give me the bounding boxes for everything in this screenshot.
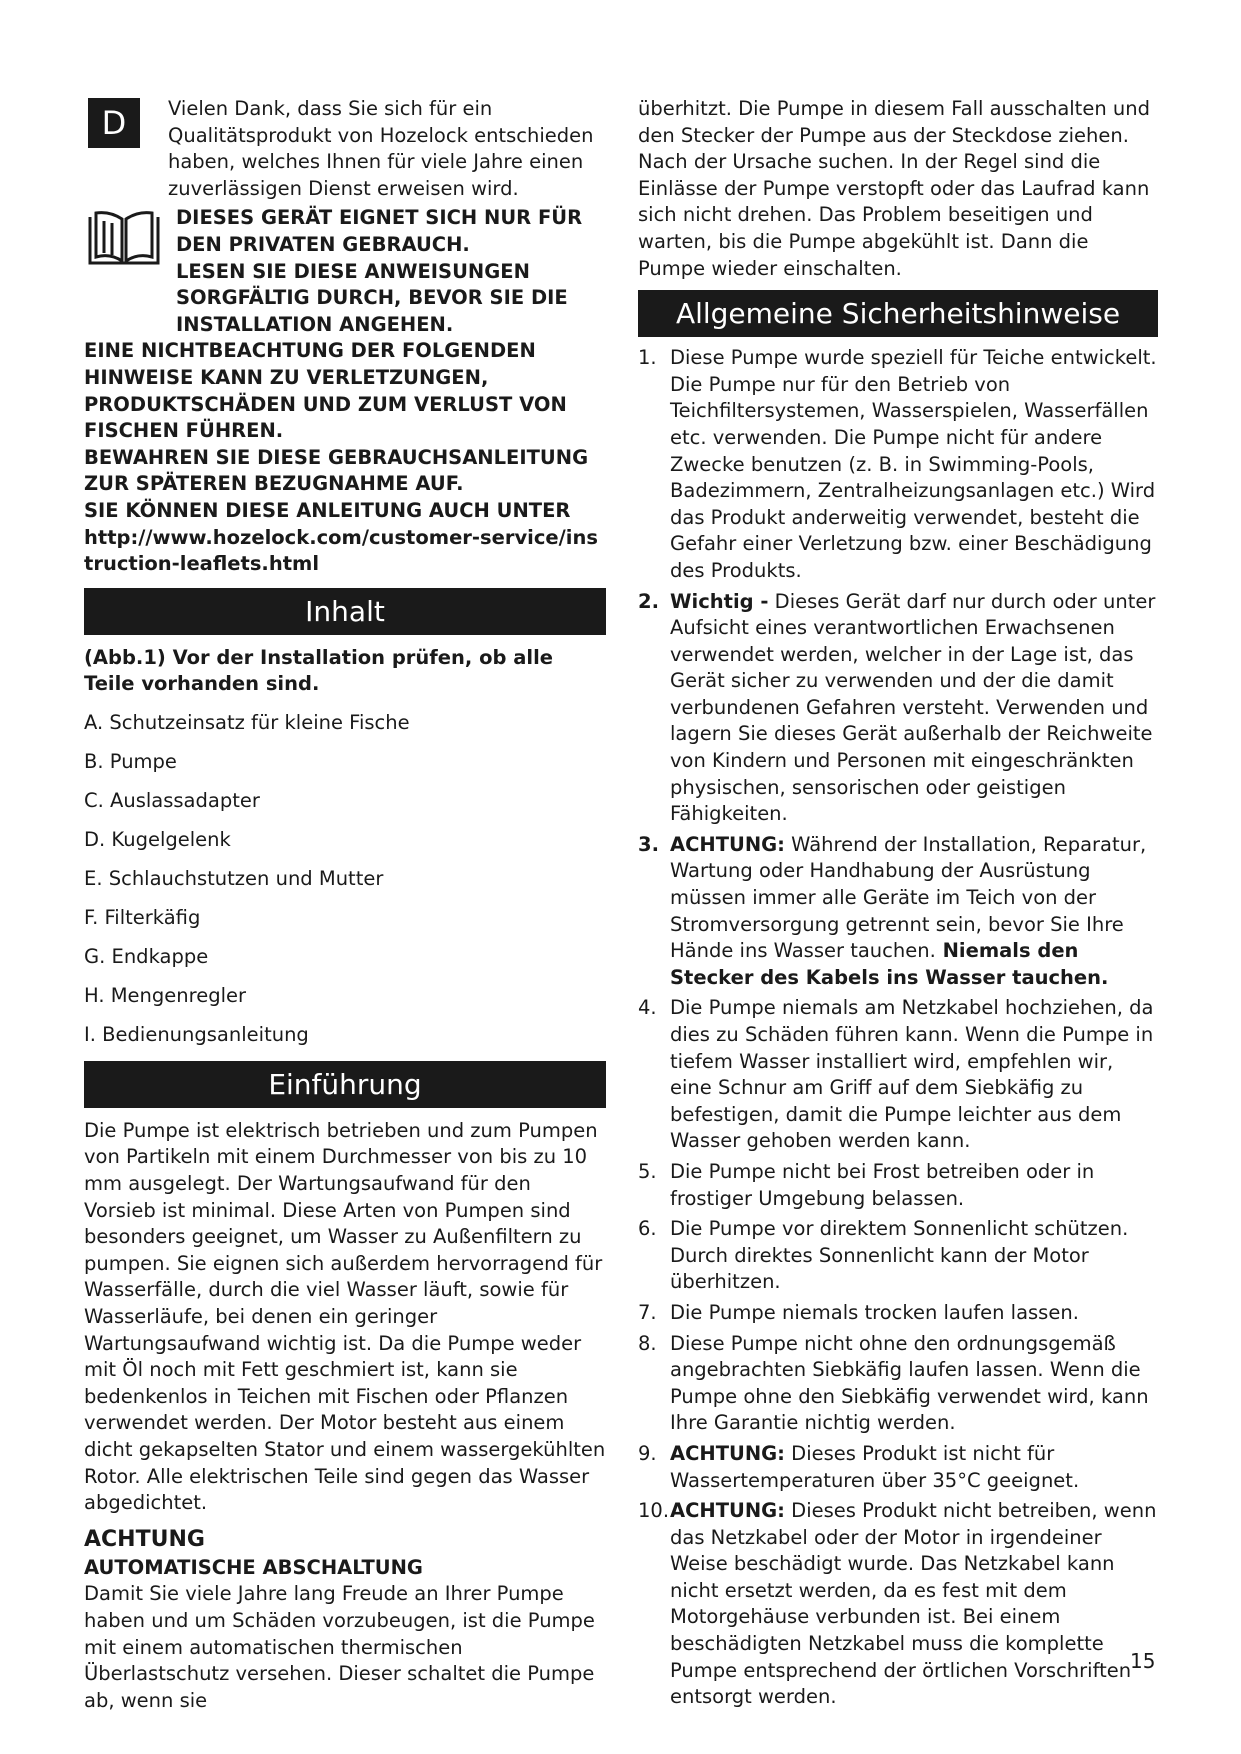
list-item: G. Endkappe (84, 944, 209, 968)
notice-warning: EINE NICHTBEACHTUNG DER FOLGENDEN HINWEISE KANN ZU VERLETZUNGEN, PRODUKTSCHÄDEN UND ZUM VERLUST VON FISCHEN FÜHREN. (84, 339, 567, 443)
manual-book-icon (84, 209, 164, 269)
list-item: 1. Diese Pumpe wurde speziell für Teiche entwickelt. Die Pumpe nur für den Betrieb von Teichfiltersystemen, Wasserspielen, Wasserfällen etc. verwenden. Die Pumpe nicht für andere Zwecke benutzen (z. B. in Swimming-Pools, Badezimmern, Zentralheizungsanlagen etc.) Wird das Produkt anderweitig verwendet, besteht die Gefahr einer Verletzung bzw. einer Beschädigung des Produkts. (638, 346, 1157, 582)
list-item: 9. ACHTUNG: Dieses Produkt ist nicht für Wassertemperaturen über 35°C geeignet. (638, 1441, 1080, 1492)
list-item: A. Schutzeinsatz für kleine Fische (84, 710, 410, 734)
parts-list (84, 710, 606, 1061)
intro-block (84, 96, 606, 202)
list-item: 4. Die Pumpe niemals am Netzkabel hochziehen, da dies zu Schäden führen kann. Wenn die Pumpe in tiefem Wasser installiert wird, empfehlen wir, eine Schnur am Griff auf dem Siebkäfig zu befestigen, damit die Pumpe leichter aus dem Wasser gehoben werden kann. (638, 996, 1154, 1153)
section-header-sicherheit: Allgemeine Sicherheitshinweise (638, 290, 1158, 337)
list-item: 5. Die Pumpe nicht bei Frost betreiben oder in frostiger Umgebung belassen. (638, 1159, 1095, 1210)
section-header-inhalt: Inhalt (84, 588, 606, 635)
list-item: D. Kugelgelenk (84, 827, 231, 851)
list-item: 3. ACHTUNG: Während der Installation, Reparatur, Wartung oder Handhabung der Ausrüstung müssen immer alle Geräte im Teich von der Stromversorgung getrennt sein, bevor Sie Ihre Hände ins Wasser tauchen. Niemals den Stecker des Kabels ins Wasser tauchen. (638, 832, 1147, 989)
list-item: E. Schlauchstutzen und Mutter (84, 866, 384, 890)
notice-private-use: DIESES GERÄT EIGNET SICH NUR FÜR DEN PRIVATEN GEBRAUCH. (176, 206, 583, 256)
einfuehrung-body: Die Pumpe ist elektrisch betrieben und zum Pumpen von Partikeln mit einem Durchmesser von bis zu 10 mm ausgelegt. Der Wartungsaufwand für den Vorsieb ist minimal. Diese Arten von Pumpen sind besonders geeignet, um Wasser zu Außenfiltern zu pumpen. Sie eignen sich außerdem hervorragend für Wasserfälle, durch die viel Wasser läuft, sowie für Wasserläufe, bei denen ein geringer Wartungsaufwand wichtig ist. Da die Pumpe weder mit Öl noch mit Fett geschmiert ist, kann sie bedenkenlos in Teichen mit Fischen oder Pflanzen verwendet werden. Der Motor besteht aus einem dicht gekapselten Stator und einem wassergekühlten Rotor. Alle elektrischen Teile sind gegen das Wasser abgedichtet. (84, 1118, 606, 1515)
notice-keep-manual: BEWAHREN SIE DIESE GEBRAUCHSANLEITUNG ZUR SPÄTEREN BEZUGNAHME AUF. (84, 445, 589, 496)
achtung-body: Damit Sie viele Jahre lang Freude an Ihrer Pumpe haben und um Schäden vorzubeugen, ist die Pumpe mit einem automatischen thermischen Überlastschutz versehen. Dieser schaltet die Pumpe ab, wenn sie (84, 1582, 595, 1712)
achtung-heading: ACHTUNG (84, 1526, 205, 1552)
list-item: B. Pumpe (84, 749, 177, 773)
list-item: C. Auslassadapter (84, 788, 260, 812)
achtung-subheading: AUTOMATISCHE ABSCHALTUNG (84, 1555, 423, 1579)
page-number: 15 (1130, 1649, 1156, 1673)
right-column (638, 96, 1158, 1715)
list-item: 8. Diese Pumpe nicht ohne den ordnungsgemäß angebrachten Siebkäfig laufen lassen. Wenn die Pumpe ohne den Siebkäfig verwendet wird, kann Ihre Garantie nichtig werden. (638, 1331, 1149, 1435)
list-item: I. Bedienungsanleitung (84, 1022, 309, 1046)
list-item: F. Filterkäfig (84, 905, 201, 929)
instruction-url: http://www.hozelock.com/customer-service/instruction-leaflets.html (84, 525, 598, 576)
safety-list (638, 345, 1158, 1711)
left-column (84, 96, 606, 1714)
list-item: 7. Die Pumpe niemals trocken laufen lassen. (638, 1300, 1079, 1324)
section-header-einfuehrung: Einführung (84, 1061, 606, 1108)
inhalt-lead: (Abb.1) Vor der Installation prüfen, ob alle Teile vorhanden sind. (84, 645, 553, 696)
intro-text: Vielen Dank, dass Sie sich für ein Qualitätsprodukt von Hozelock entschieden haben, welches Ihnen für viele Jahre einen zuverlässigen Dienst erweisen wird. (168, 97, 594, 200)
safety-notice (84, 205, 606, 577)
list-item: 10. ACHTUNG: Dieses Produkt nicht betreiben, wenn das Netzkabel oder der Motor in irgendeiner Weise beschädigt wurde. Das Netzkabel kann nicht ersetzt werden, da es fest mit dem Motorgehäuse verbunden ist. Bei einem beschädigten Netzkabel muss die komplette Pumpe entsprechend der örtlichen Vorschriften entsorgt werden. (638, 1499, 1157, 1709)
list-item: 6. Die Pumpe vor direktem Sonnenlicht schützen. Durch direktes Sonnenlicht kann der Motor überhitzen. (638, 1217, 1129, 1294)
language-marker: D (88, 98, 140, 148)
list-item: 2. Wichtig - Dieses Gerät darf nur durch oder unter Aufsicht eines verantwortlichen Erwachsenen verwendet werden, welcher in der Lage ist, das Gerät sicher zu verwenden und der die damit verbundenen Gefahren versteht. Verwenden und lagern Sie dieses Gerät außerhalb der Reichweite von Kindern und Personen mit eingeschränkten physischen, sensorischen oder geistigen Fähigkeiten. (638, 589, 1156, 826)
notice-read-instructions: LESEN SIE DIESE ANWEISUNGEN SORGFÄLTIG DURCH, BEVOR SIE DIE INSTALLATION ANGEHEN. (176, 259, 568, 336)
notice-online: SIE KÖNNEN DIESE ANLEITUNG AUCH UNTER (84, 498, 571, 522)
list-item: H. Mengenregler (84, 983, 247, 1007)
achtung-continued: überhitzt. Die Pumpe in diesem Fall ausschalten und den Stecker der Pumpe aus der Steckdose ziehen. Nach der Ursache suchen. In der Regel sind die Einlässe der Pumpe verstopft oder das Laufrad kann sich nicht drehen. Das Problem beseitigen und warten, bis die Pumpe abgekühlt ist. Dann die Pumpe wieder einschalten. (638, 97, 1150, 280)
